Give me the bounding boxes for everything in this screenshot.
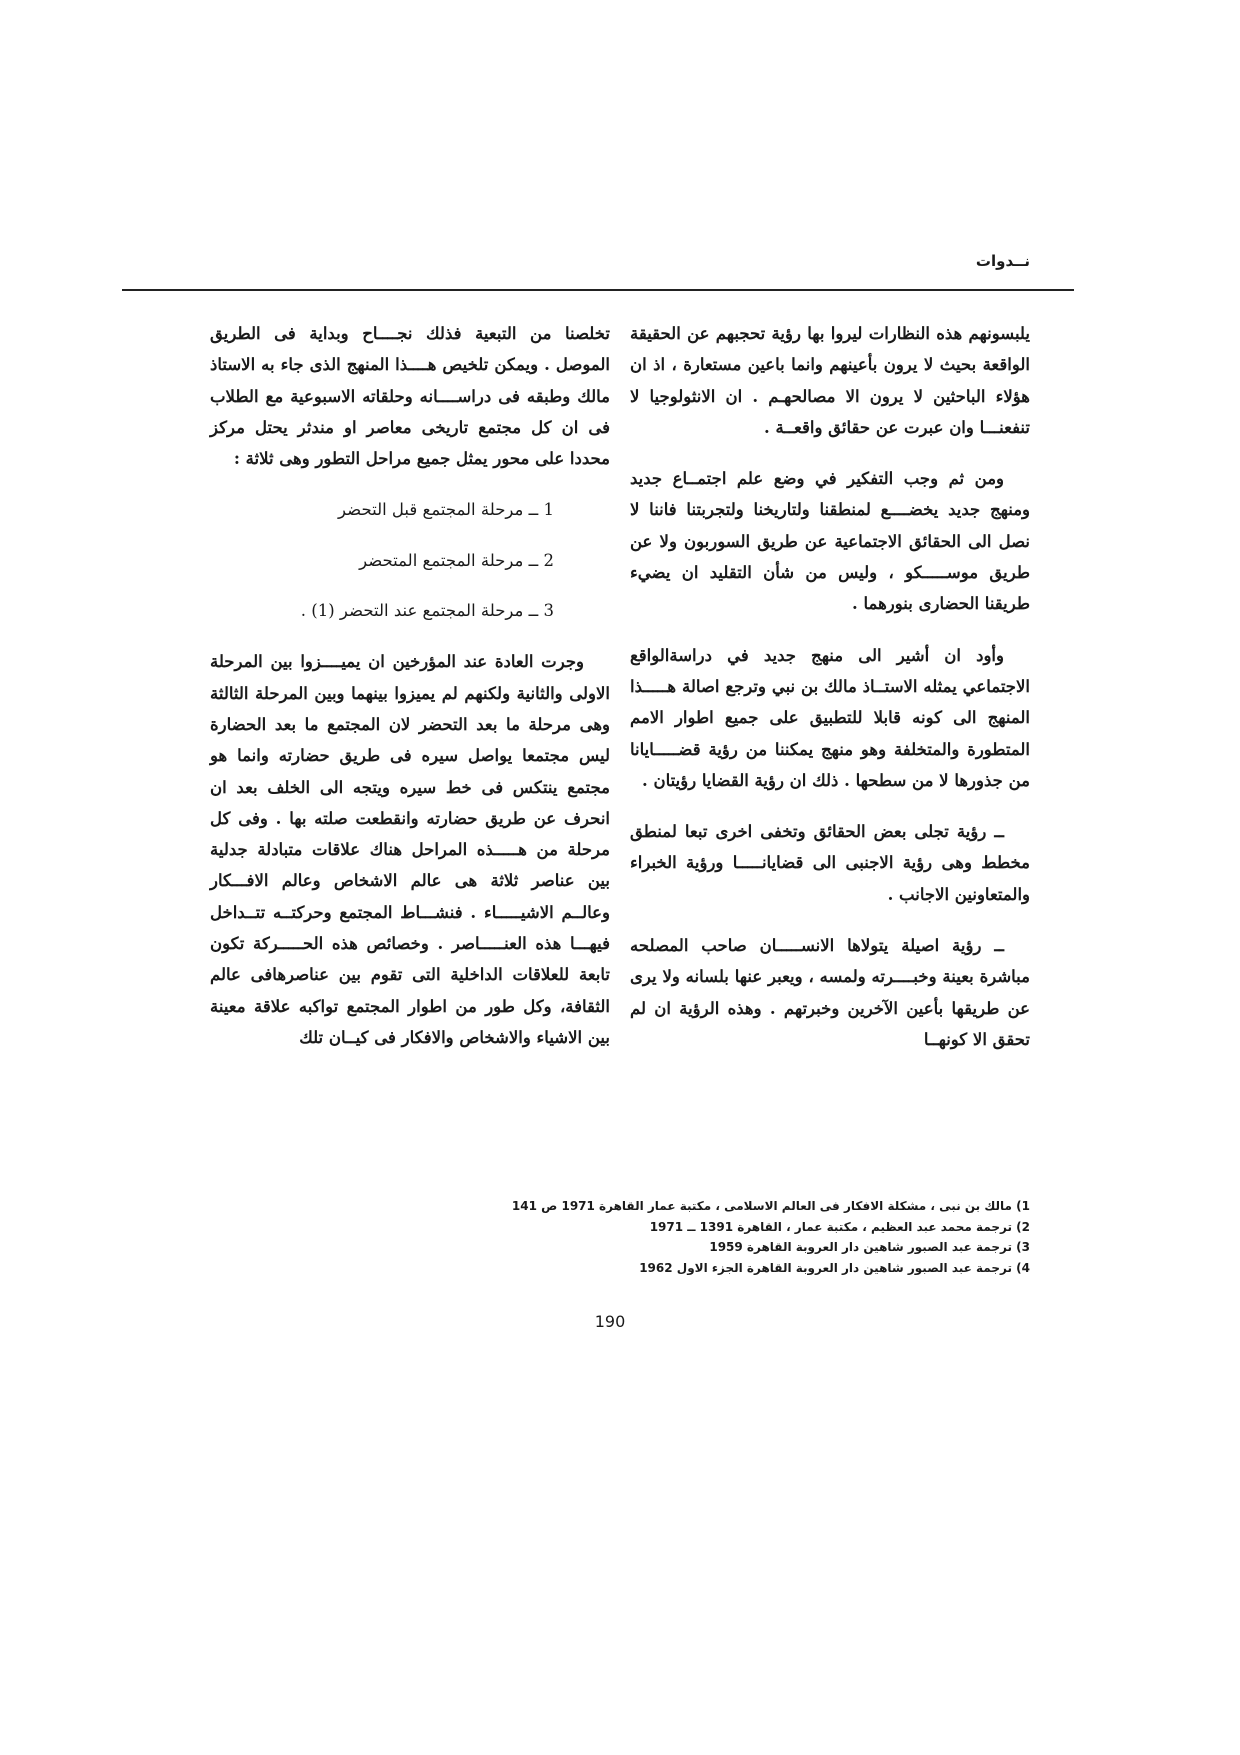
list-item: 1 ــ مرحلة المجتمع قبل التحضر <box>338 500 554 520</box>
right-column <box>630 318 1030 1075</box>
paragraph: وأود ان أشير الى منهج جديد في دراسةالواقع الاجتماعي يمثله الاستــاذ مالك بن نبي وترجع اصالة هـــــذا المنهج الى كونه قابلا للتطبيق على جميع اطوار الامم المتطورة والمتخلفة وهو منهج يمكننا من رؤية قضـــــايانا من جذورها لا من سطحها . ذلك ان رؤية القضايا رؤيتان . <box>630 645 1030 790</box>
footnotes <box>330 1196 1030 1278</box>
header-rule <box>122 289 1074 291</box>
paragraph: تخلصنا من التبعية فذلك نجــــاح وبداية فى الطريق الموصل . ويمكن تلخيص هــــذا المنهج الذى جاء به الاستاذ مالك وطبقه فى دراســــانه وحلقاته الاسبوعية مع الطلاب فى ان كل مجتمع تاريخى معاصر او مندثر يحتل مركز محددا على محور يمثل جميع مراحل التطور وهى ثلاثة : <box>210 324 610 469</box>
paragraph: وجرت العادة عند المؤرخين ان يميــــزوا بين المرحلة الاولى والثانية ولكنهم لم يميزوا بينهما وبين المرحلة الثالثة وهى مرحلة ما بعد التحضر لان المجتمع ما بعد الحضارة ليس مجتمعا يواصل سيره فى طريق حضارته وانما هو مجتمع ينتكس فى خط سيره ويتجه الى الخلف بعد ان انحرف عن طريق حضارته وانقطعت صلته بها . وفى كل مرحلة من هـــــذه المراحل هناك علاقات متبادلة جدلية بين عناصر ثلاثة هى عالم الاشخاص وعالم الافـــكار وعالــم الاشيـــــاء . فنشـــاط المجتمع وحركتــه تتــداخل فيهـــا هذه العنـــــاصر . وخصائص هذه الحـــــركة تكون تابعة للعلاقات الداخلية التى تقوم بين عناصرهافى عالم الثقافة، وكل طور من اطوار المجتمع تواكبه علاقة معينة بين الاشياء والاشخاص والافكار فى كيــان تلك <box>210 652 610 1047</box>
paragraph: ــ رؤية تجلى بعض الحقائق وتخفى اخرى تبعا لمنطق مخطط وهى رؤية الاجنبى الى قضايانـــــا ورؤية الخبراء والمتعاونين الاجانب . <box>630 822 1030 904</box>
list-item: 3 ــ مرحلة المجتمع عند التحضر (1) . <box>300 601 554 621</box>
paragraph: ــ رؤية اصيلة يتولاها الانســـــان صاحب المصلحه مباشرة بعينة وخبــــرته ولمسه ، ويعبر عنها بلسانه ولا يرى عن طريقها بأعين الآخرين وخبرتهم . وهذه الرؤية ان لم تحقق الا كونهــا <box>630 936 1030 1049</box>
footnote: 2) ترجمة محمد عبد العظيم ، مكتبة عمار ، القاهرة 1391 ــ 1971 <box>649 1219 1030 1234</box>
left-column <box>210 318 610 1073</box>
stages-list <box>210 494 610 626</box>
page-number: 190 <box>594 1312 626 1331</box>
footnote: 3) ترجمة عبد الصبور شاهين دار العروبة القاهرة 1959 <box>709 1240 1030 1254</box>
paragraph: ومن ثم وجب التفكير في وضع علم اجتمــاع جديد ومنهج جديد يخضــــع لمنطقنا ولتاريخنا ولتجربتنا فاننا لا نصل الى الحقائق الاجتماعية عن طريق السوربون ولا عن طريق موســـــكو ، وليس من شأن التقليد ان يضيء طريقنا الحضارى بنورهما . <box>630 469 1030 614</box>
list-item: 2 ــ مرحلة المجتمع المتحضر <box>359 550 554 570</box>
footnote: 1) مالك بن نبى ، مشكلة الافكار فى العالم الاسلامى ، مكتبة عمار القاهرة 1971 ص 141 <box>511 1199 1030 1213</box>
section-header: نــدوات <box>975 252 1030 270</box>
footnote: 4) ترجمة عبد الصبور شاهين دار العروبة القاهرة الجزء الاول 1962 <box>639 1260 1030 1275</box>
paragraph: يلبسونهم هذه النظارات ليروا بها رؤية تحجبهم عن الحقيقة الواقعة بحيث لا يرون بأعينهم وانما باعين مستعارة ، اذ ان هؤلاء الباحثين لا يرون الا مصالحهـم . ان الانثولوجيا لا تنفعنـــا وان عبرت عن حقائق واقعــة . <box>630 324 1030 437</box>
